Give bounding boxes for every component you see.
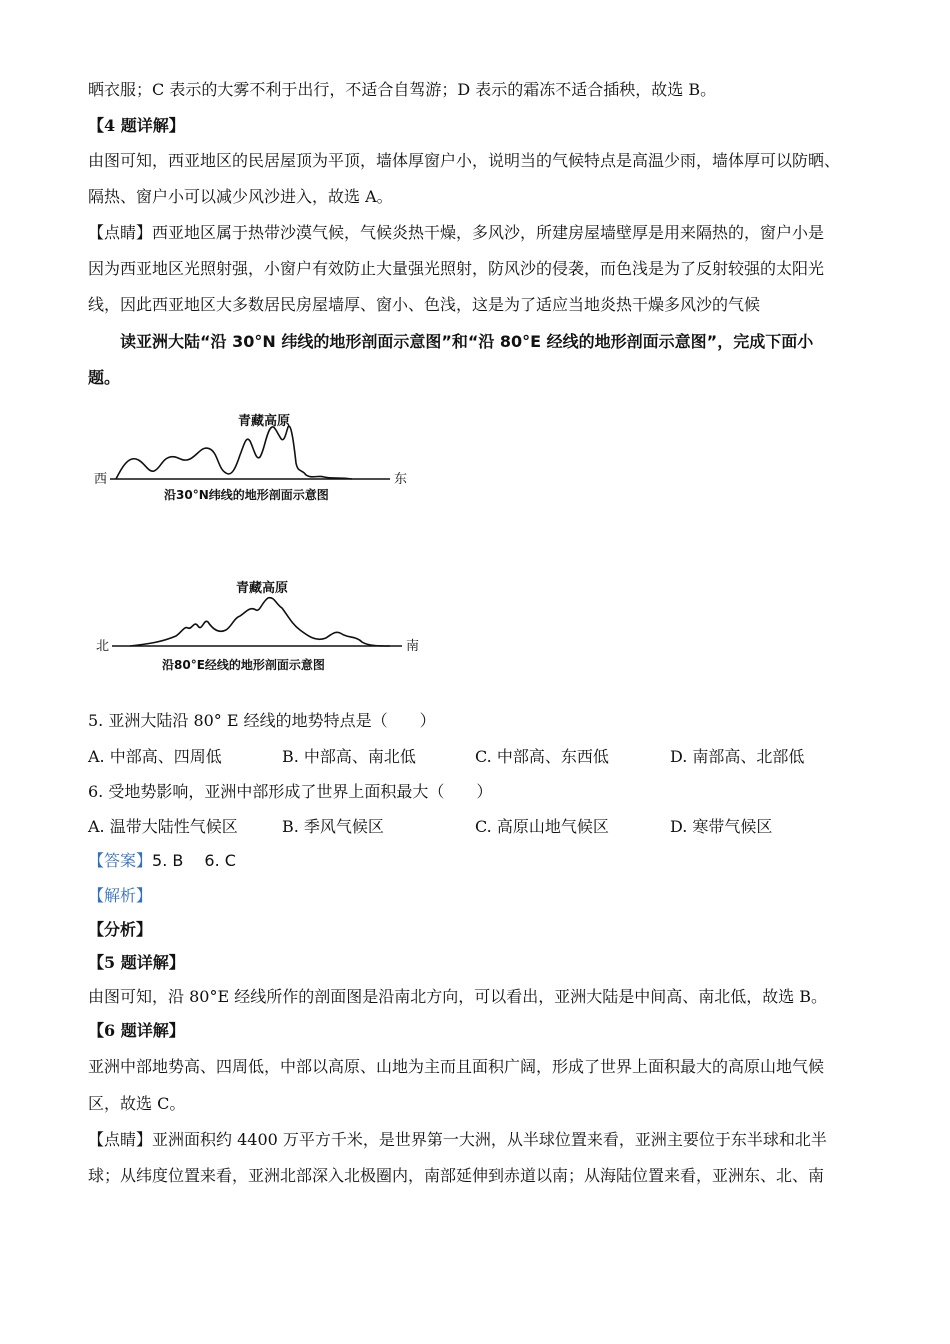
q6-option-d: D. 寒带气候区 — [670, 817, 773, 836]
figure1-caption: 沿30°N纬线的地形剖面示意图 — [164, 488, 329, 502]
figure2-caption: 沿80°E经线的地形剖面示意图 — [162, 658, 325, 672]
analysis-label: 【解析】 — [88, 886, 153, 905]
question-intro: 读亚洲大陆“沿 30°N 纬线的地形剖面示意图”和“沿 80°E 经线的地形剖面示意图”，完成下面小 — [120, 332, 814, 351]
text-line: 线，因此西亚地区大多数居民房屋墙厚、窗小、色浅，这是为了适应当地炎热干燥多风沙的气候 — [88, 295, 761, 314]
text-line: 晒衣服；C 表示的大雾不利于出行，不适合自驾游；D 表示的霜冻不适合插秧，故选 B。 — [88, 80, 717, 99]
figure1-peak-label: 青藏高原 — [238, 414, 291, 429]
question-6-stem: 6. 受地势影响，亚洲中部形成了世界上面积最大（ ） — [88, 782, 493, 801]
text-line: 【点睛】西亚地区属于热带沙漠气候，气候炎热干燥，多风沙，所建房屋墙壁厚是用来隔热的，窗户小是 — [88, 223, 825, 242]
figure2-peak-label: 青藏高原 — [236, 581, 289, 596]
text-line: 由图可知，西亚地区的民居屋顶为平顶，墙体厚窗户小，说明当的气候特点是高温少雨，墙体厚可以防晒、 — [88, 151, 841, 170]
q6-option-a: A. 温带大陆性气候区 — [88, 817, 238, 836]
fenxi-heading: 【分析】 — [88, 920, 153, 939]
figure1-terrain-profile — [116, 426, 352, 479]
figure1-west-label: 西 — [94, 472, 108, 487]
figure1-east-label: 东 — [394, 472, 408, 487]
question-5-stem: 5. 亚洲大陆沿 80° E 经线的地势特点是（ ） — [88, 711, 436, 730]
figure2-south-label: 南 — [406, 639, 420, 654]
answer-label: 【答案】 — [88, 851, 153, 870]
answer-line — [88, 851, 868, 871]
section-heading: 【4 题详解】 — [88, 116, 185, 135]
profile-30n-figure — [90, 405, 420, 510]
text-line: 因为西亚地区光照射强，小窗户有效防止大量强光照射，防风沙的侵袭，而色浅是为了反射较强的太阳光 — [88, 259, 825, 278]
detail6-text-cont: 区，故选 C。 — [88, 1094, 186, 1113]
q5-option-d: D. 南部高、北部低 — [670, 747, 805, 766]
detail6-text: 亚洲中部地势高、四周低，中部以高原、山地为主而且面积广阔，形成了世界上面积最大的高原山地气候 — [88, 1057, 825, 1076]
q5-option-b: B. 中部高、南北低 — [282, 747, 416, 766]
detail5-heading: 【5 题详解】 — [88, 953, 185, 972]
text-line: 隔热、窗户小可以减少风沙进入，故选 A。 — [88, 187, 393, 206]
q5-option-c: C. 中部高、东西低 — [475, 747, 609, 766]
profile-80e-figure — [90, 572, 430, 677]
q6-option-b: B. 季风气候区 — [282, 817, 384, 836]
question-intro-cont: 题。 — [88, 368, 121, 387]
detail5-text: 由图可知，沿 80°E 经线所作的剖面图是沿南北方向，可以看出，亚洲大陆是中间高、南北低，故选 B。 — [88, 987, 828, 1006]
detail6-heading: 【6 题详解】 — [88, 1021, 185, 1040]
dianjing-text: 【点睛】亚洲面积约 4400 万平方千米，是世界第一大洲，从半球位置来看，亚洲主要位于东半球和北半 — [88, 1130, 827, 1149]
q6-option-c: C. 高原山地气候区 — [475, 817, 609, 836]
answer-value: 5. B 6. C — [152, 851, 236, 870]
figure2-north-label: 北 — [96, 639, 110, 654]
q5-option-a: A. 中部高、四周低 — [88, 747, 222, 766]
dianjing-text-cont: 球；从纬度位置来看，亚洲北部深入北极圈内，南部延伸到赤道以南；从海陆位置来看，亚洲东、北、南 — [88, 1166, 825, 1185]
figure2-terrain-profile — [130, 598, 390, 646]
